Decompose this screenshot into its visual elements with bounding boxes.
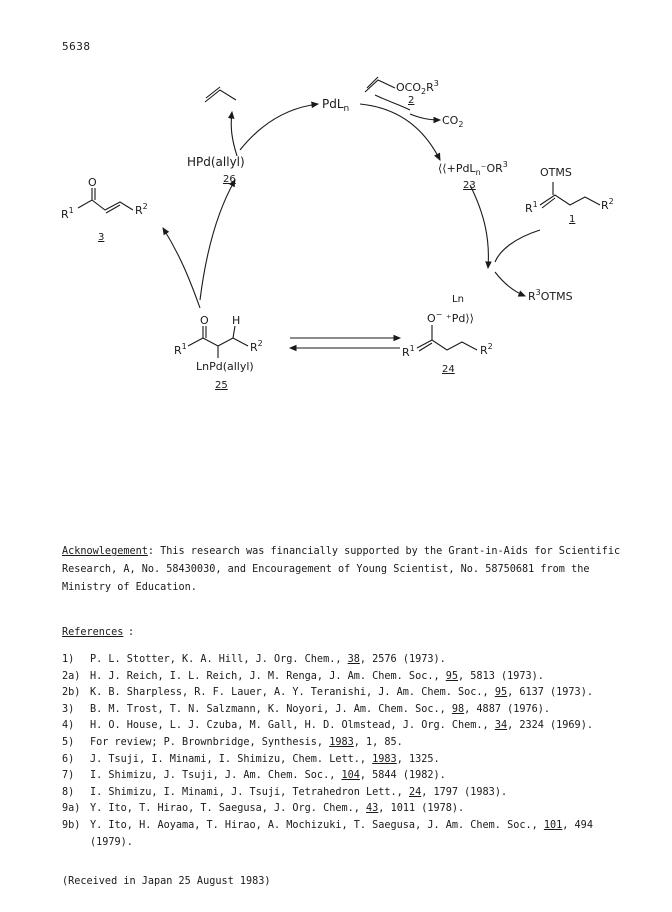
- complex-23-label: $⟨⟨+PdL_n^-OR^3$: [438, 160, 508, 177]
- reference-item: 5) For review; P. Brownbridge, Synthesis, 1983, 1, 85.: [62, 736, 403, 748]
- compound-2-number: 2: [408, 95, 415, 106]
- otms-label: OTMS: [540, 166, 572, 179]
- r2-label-24: $R^2$: [480, 342, 493, 357]
- enolate-oxygen-label: O− ⁺Pd⟩⟩: [427, 310, 474, 325]
- reference-item: 2b) K. B. Sharpless, R. F. Lauer, A. Y. Teranishi, J. Am. Chem. Soc., 95, 6137 (1973).: [62, 687, 593, 699]
- h-label-25: H: [232, 314, 241, 327]
- arrow-25-to-26: [200, 180, 235, 300]
- hpd-allyl-label: HPd(allyl): [187, 155, 245, 169]
- arrow-23-to-24: [470, 185, 488, 268]
- ln-label-24: Ln: [452, 294, 464, 305]
- o-label-25: O: [200, 314, 209, 327]
- references-list: [62, 652, 622, 851]
- compound-26-number: 26: [223, 174, 236, 185]
- propene-structure: [205, 87, 236, 102]
- reference-item: 8) I. Shimizu, I. Minami, J. Tsuji, Tetrahedron Lett., 24, 1797 (1983).: [62, 786, 508, 798]
- references-title: References: [62, 627, 124, 638]
- o-label-3: O: [88, 176, 97, 189]
- arrow-pdln-to-23: [360, 104, 440, 160]
- ln-pd-allyl-label: LnPd(allyl): [196, 360, 254, 373]
- arrow-co2-out: [410, 114, 440, 120]
- reference-item: 9b) Y. Ito, H. Aoyama, T. Hirao, A. Mochizuki, T. Saegusa, J. Am. Chem. Soc., 101, 494 (1979).: [62, 819, 593, 848]
- r2-label-3: $R^2$: [135, 202, 148, 217]
- allyl-carbonate-structure: [365, 77, 395, 92]
- reference-item: 9a) Y. Ito, T. Hirao, T. Saegusa, J. Org. Chem., 43, 1011 (1978).: [62, 803, 465, 815]
- arrow-r3otms-out: [495, 272, 525, 296]
- arrow-25-to-3: [163, 228, 200, 308]
- reference-item: 7) I. Shimizu, J. Tsuji, J. Am. Chem. Soc., 104, 5844 (1982).: [62, 770, 446, 782]
- pdln-label: PdL$_n$: [322, 97, 350, 114]
- reference-item: 4) H. O. House, L. J. Czuba, M. Gall, H. D. Olmstead, J. Org. Chem., 34, 2324 (1969).: [62, 720, 593, 732]
- reference-item: 6) J. Tsuji, I. Minami, I. Shimizu, Chem. Lett., 1983, 1325.: [62, 753, 440, 765]
- r3otms-label: $R^3OTMS$: [528, 288, 573, 303]
- enone-3-structure: [78, 188, 133, 213]
- arrow-hpd-to-propene: [231, 112, 237, 156]
- enol-1-structure: [540, 182, 600, 208]
- r1-label-25: $R^1$: [174, 342, 187, 357]
- reference-item: 3) B. M. Trost, T. N. Salzmann, K. Noyori, J. Am. Chem. Soc., 98, 4887 (1976).: [62, 703, 551, 715]
- r1-label-1: $R^1$: [525, 200, 538, 215]
- compound-1-number: 1: [569, 214, 576, 225]
- r1-label-3: $R^1$: [61, 206, 74, 221]
- acknowledgement-text: : This research was financially supported by the Grant-in-Aids for Scientific Research, A, No. 58430030, and Encouragement of Young Scientist, No. 58750681 from the Ministry of Education.: [62, 546, 621, 593]
- reagent-2-label: $OCO_2R^3$: [396, 79, 439, 96]
- acknowledgement-paragraph: [62, 543, 622, 597]
- arrow-enol-1-in: [495, 230, 540, 262]
- r1-label-24: $R^1$: [402, 344, 415, 359]
- co2-label: $CO_2$: [442, 114, 464, 129]
- received-date: (Received in Japan 25 August 1983): [62, 876, 271, 887]
- reference-item: 1) P. L. Stotter, K. A. Hill, J. Org. Chem., 38, 2576 (1973).: [62, 654, 446, 665]
- r2-label-1: $R^2$: [601, 197, 614, 212]
- catalytic-cycle-scheme: [0, 0, 672, 430]
- ketone-25-structure: [188, 326, 248, 358]
- page-number: 5638: [62, 40, 91, 53]
- arrow-hpd-to-pdln: [240, 104, 318, 150]
- compound-25-number: 25: [215, 380, 228, 391]
- r2-label-25: $R^2$: [250, 339, 263, 354]
- reference-item: 2a) H. J. Reich, I. L. Reich, J. M. Renga, J. Am. Chem. Soc., 95, 5813 (1973).: [62, 670, 544, 682]
- compound-23-number: 23: [463, 180, 476, 191]
- acknowledgement-title: Acknowlegement: [62, 546, 148, 557]
- compound-3-number: 3: [98, 232, 105, 243]
- compound-24-number: 24: [442, 364, 455, 375]
- enolate-24-structure: [417, 325, 477, 351]
